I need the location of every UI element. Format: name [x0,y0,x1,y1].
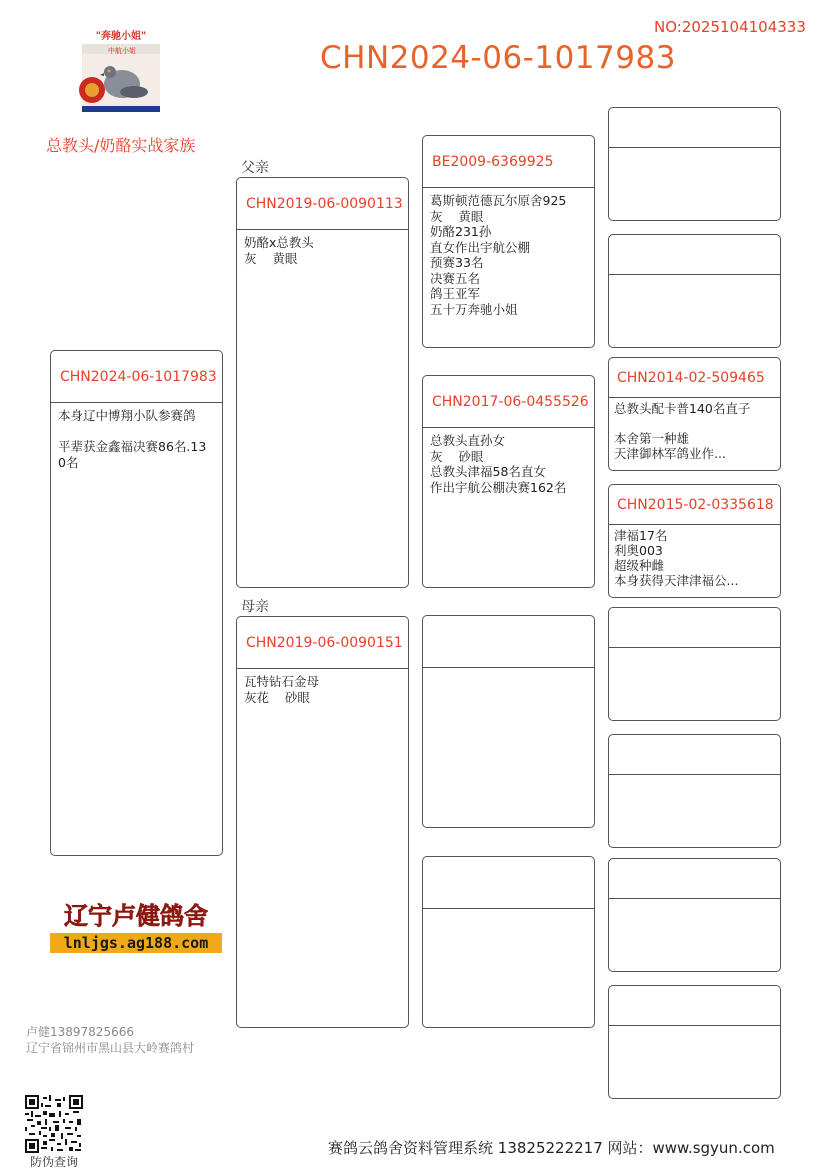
father-card [236,177,409,588]
grandparent-card [422,615,595,828]
great-grandparent-ring [609,108,780,148]
great-grandparent-notes: 总教头配卡普140名直子 本舍第一种雄 天津御林军鸽业作... [614,401,751,461]
great-grandparent-card [608,357,781,471]
grandparent-card [422,375,595,588]
grandparent-notes: 总教头直孙女 灰 砂眼 总教头津福58名直女 作出宇航公棚决赛162名 [430,433,567,495]
document-number: NO:2025104104333 [654,18,806,36]
footer-system-info: 赛鸽云鸽舍资料管理系统 13825222217 网站：www.sgyun.com [328,1139,775,1157]
grandparent-card [422,135,595,348]
great-grandparent-card [608,734,781,848]
family-title: 总教头/奶酪实战家族 [46,136,196,155]
great-grandparent-ring: CHN2015-02-0335618 [609,485,780,525]
father-ring: CHN2019-06-0090113 [237,178,408,230]
grandparent-ring: BE2009-6369925 [423,136,594,188]
great-grandparent-ring: CHN2014-02-509465 [609,358,780,398]
great-grandparent-ring [609,735,780,775]
great-grandparent-card [608,107,781,221]
contact-address: 辽宁省锦州市黑山县大岭赛鸽村 [26,1041,195,1055]
svg-text:"奔驰小姐": "奔驰小姐" [95,31,147,42]
great-grandparent-ring [609,859,780,899]
father-label: 父亲 [241,160,269,176]
subject-card [50,350,223,856]
svg-text:中航小姐: 中航小姐 [108,47,136,55]
great-grandparent-ring [609,235,780,275]
great-grandparent-card [608,858,781,972]
qr-code-icon[interactable] [25,1095,83,1153]
pigeon-logo [78,28,164,114]
anti-counterfeit-label: 防伪查询 [30,1155,79,1169]
great-grandparent-ring [609,986,780,1026]
great-grandparent-card [608,985,781,1099]
mother-card [236,616,409,1028]
grandparent-notes [423,668,594,678]
great-grandparent-notes [609,899,780,905]
great-grandparent-notes: 津福17名 利奥003 超级种雌 本身获得天津津福公... [614,528,739,588]
grandparent-card [422,856,595,1028]
mother-ring: CHN2019-06-0090151 [237,617,408,669]
great-grandparent-notes [609,648,780,654]
grandparent-notes [423,909,594,919]
great-grandparent-card [608,484,781,598]
grandparent-ring [423,857,594,909]
great-grandparent-notes [609,775,780,781]
mother-label: 母亲 [241,599,269,615]
grandparent-ring: CHN2017-06-0455526 [423,376,594,428]
mother-notes: 瓦特钻石金母 灰花 砂眼 [244,674,320,705]
svg-text:辽宁卢健鸽舍: 辽宁卢健鸽舍 [64,901,208,930]
great-grandparent-notes [609,275,780,281]
great-grandparent-notes [609,1026,780,1032]
svg-text:lnljgs.ag188.com: lnljgs.ag188.com [63,934,209,952]
father-notes: 奶酪x总教头 灰 黄眼 [244,235,314,266]
page-title: CHN2024-06-1017983 [320,40,676,76]
contact-phone: 卢健13897825666 [26,1025,134,1039]
great-grandparent-notes [609,148,780,154]
great-grandparent-card [608,234,781,348]
grandparent-ring [423,616,594,668]
subject-ring: CHN2024-06-1017983 [51,351,222,403]
loft-brand-logo [48,898,224,956]
great-grandparent-card [608,607,781,721]
subject-notes: 本身辽中博翔小队参赛鸽 平辈获金鑫福决赛86名.13 0名 [58,408,207,470]
grandparent-notes: 葛斯顿范德瓦尔原舍925 灰 黄眼 奶酪231孙 直女作出宇航公棚 预赛33名 决赛五名 鸽王亚军 五十万奔驰小姐 [430,193,567,317]
great-grandparent-ring [609,608,780,648]
contact-info [26,1024,194,1056]
